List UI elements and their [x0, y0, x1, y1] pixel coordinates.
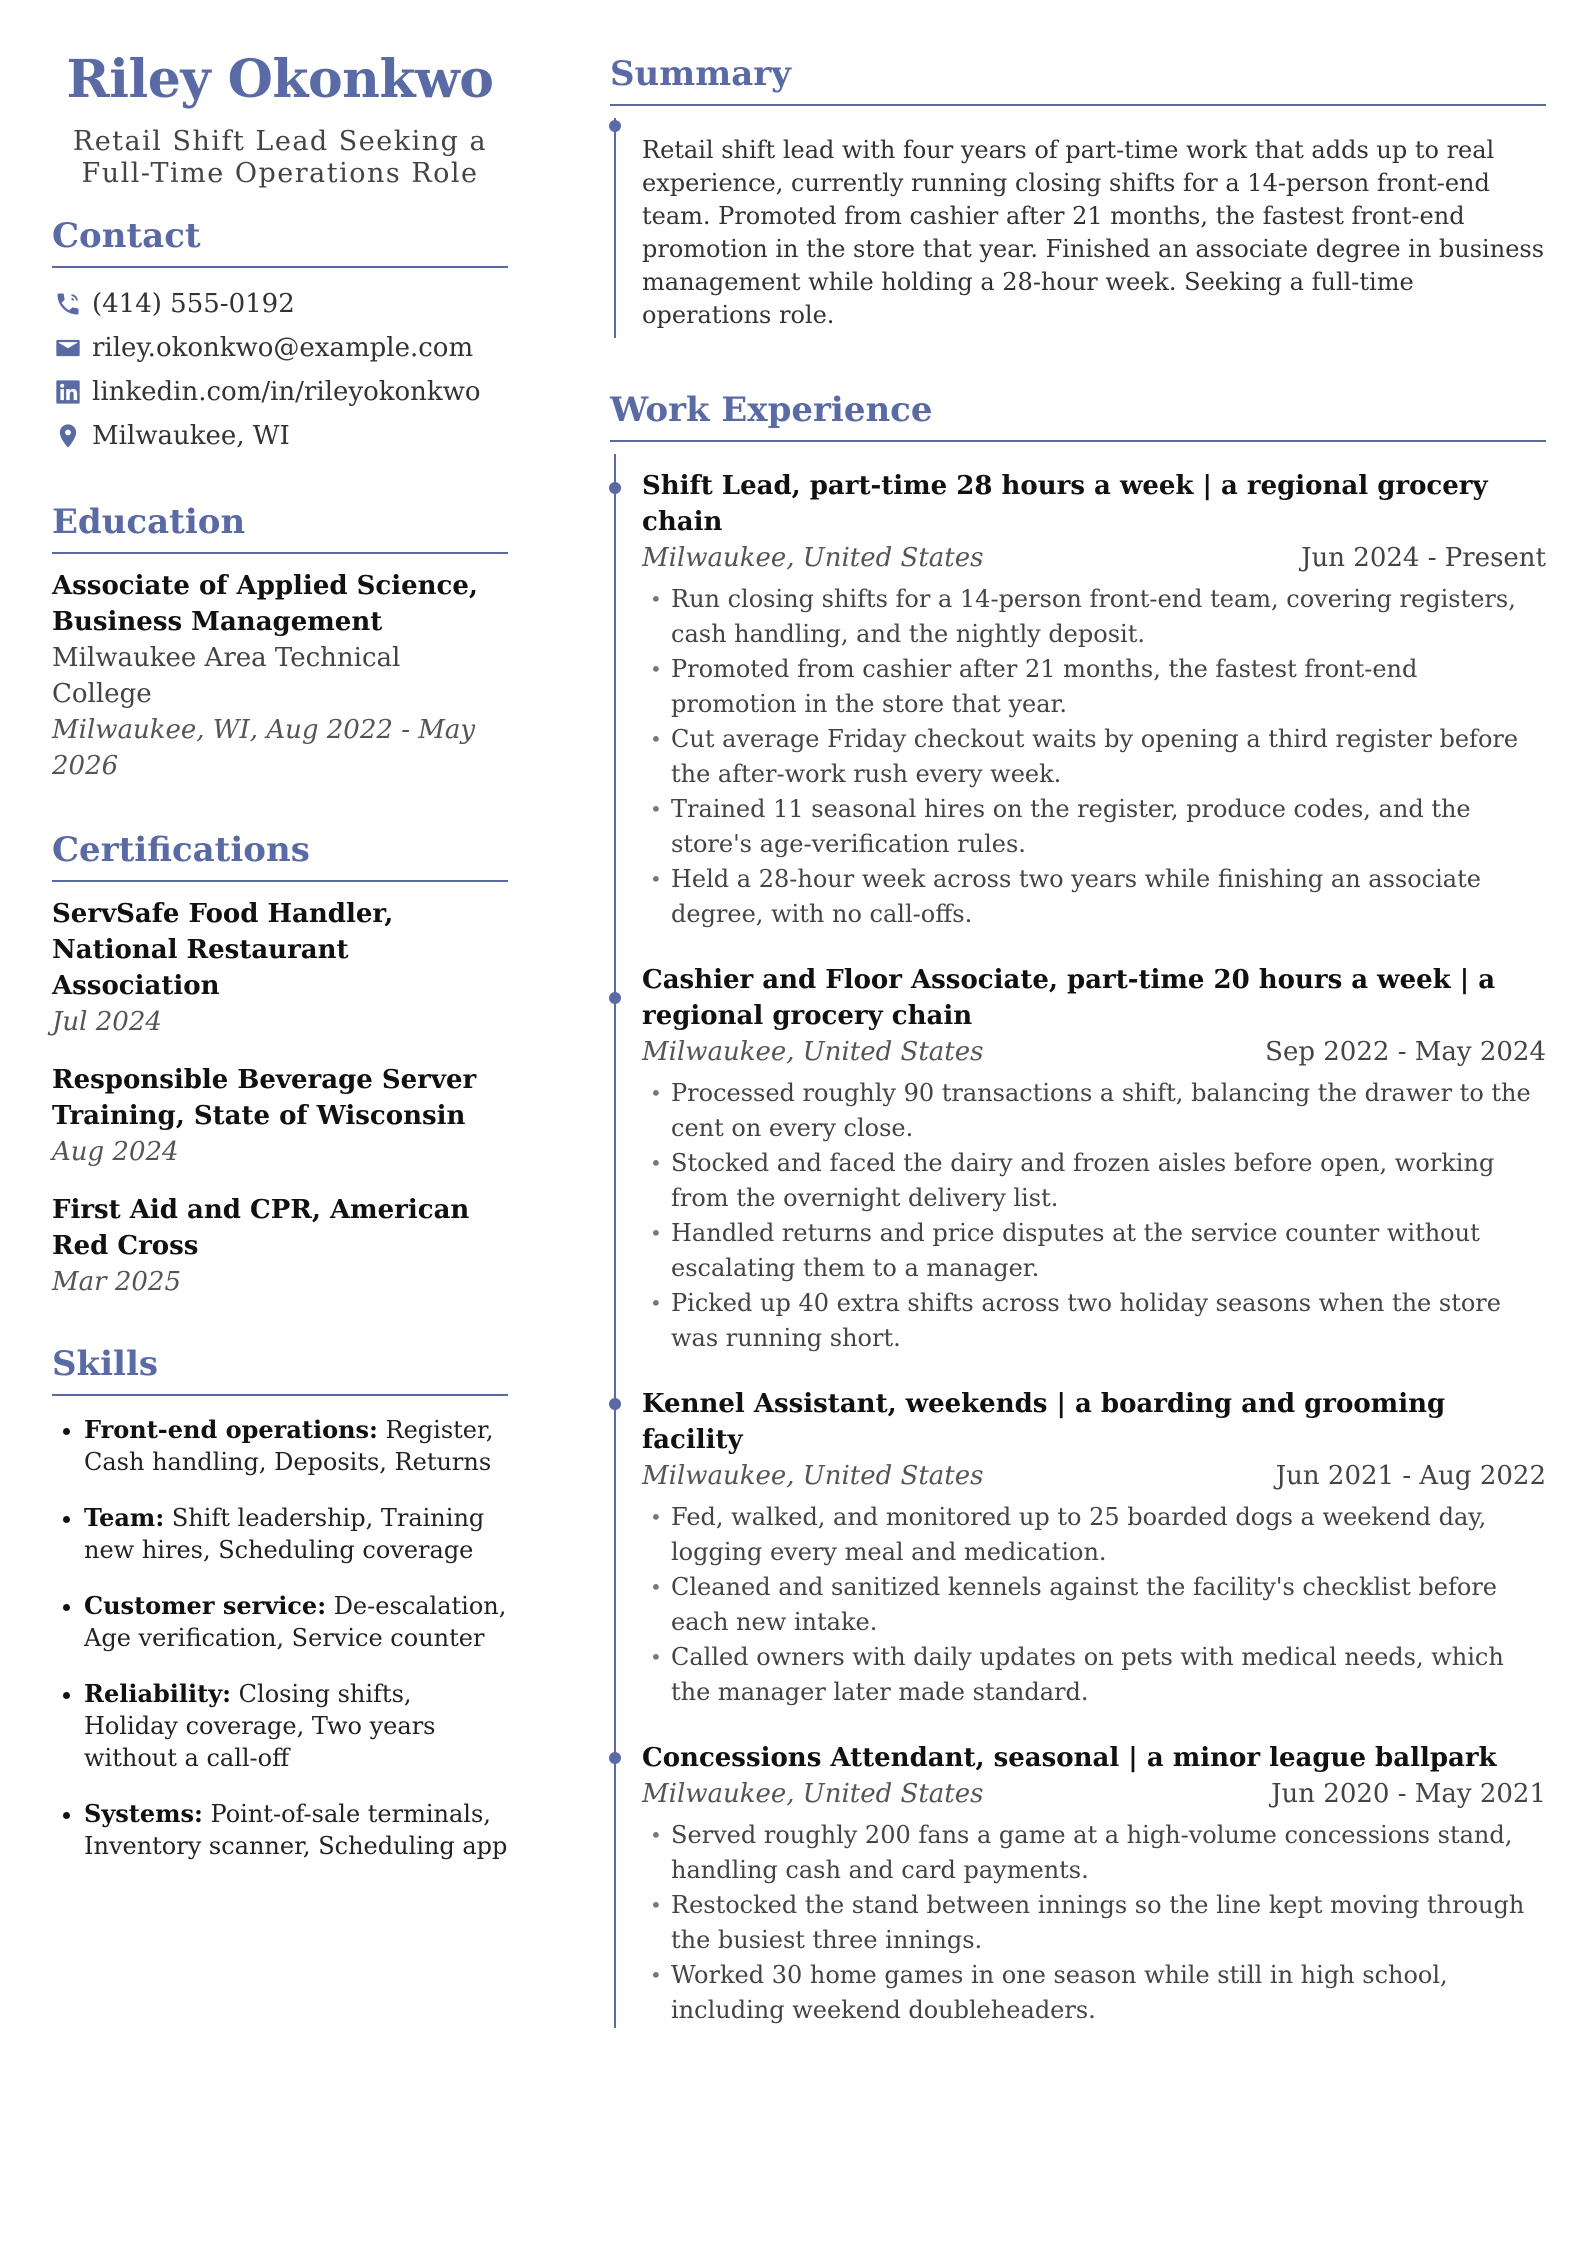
job-meta — [642, 540, 1546, 576]
certification-item — [52, 896, 508, 1040]
contact-phone-text: (414) 555-0192 — [92, 289, 295, 319]
skill-text: Shift leadership, Training new hires, Scheduling coverage — [84, 1504, 485, 1564]
contact-email-text: riley.okonkwo@example.com — [92, 333, 474, 363]
education-school: Milwaukee Area Technical College — [52, 643, 401, 709]
email-icon — [52, 332, 84, 364]
timeline-line — [614, 118, 616, 338]
job-entry — [642, 468, 1546, 932]
experience-heading: Work Experience — [610, 390, 933, 430]
job-bullet: • Fed, walked, and monitored up to 25 boarded dogs a weekend day, logging every meal and medication. — [642, 1500, 1546, 1570]
skill-label: Front-end operations: — [84, 1415, 378, 1444]
job-bullet: • Trained 11 seasonal hires on the register, produce codes, and the store's age-verification rules. — [642, 792, 1546, 862]
job-title: Kennel Assistant, weekends | a boarding and grooming facility — [642, 1389, 1446, 1455]
skill-text: Point-of-sale terminals, Inventory scanner, Scheduling app — [84, 1800, 508, 1860]
contact-linkedin-text: linkedin.com/in/rileyokonkwo — [92, 377, 481, 407]
job-title: Concessions Attendant, seasonal | a minor league ballpark — [642, 1743, 1497, 1773]
timeline-line — [614, 454, 616, 2028]
job-bullet: • Served roughly 200 fans a game at a high-volume concessions stand, handling cash and card payments. — [642, 1818, 1546, 1888]
summary-text: Retail shift lead with four years of part-time work that adds up to real experience, currently running closing shifts for a 14-person front-end team. Promoted from cashier after 21 months, the fastest front-end promotion in the store that year. Finished an associate degree in business management while holding a 28-hour week. Seeking a full-time operations role. — [642, 136, 1545, 329]
phone-icon — [52, 288, 84, 320]
skill-item — [84, 1798, 508, 1862]
job-meta — [642, 1458, 1546, 1494]
experience-section — [610, 388, 1546, 2028]
job-bullet: • Run closing shifts for a 14-person front-end team, covering registers, cash handling, and the nightly deposit. — [642, 582, 1546, 652]
contact-phone[interactable] — [52, 282, 508, 326]
skill-item — [84, 1590, 508, 1654]
job-bullet: • Restocked the stand between innings so the line kept moving through the busiest three innings. — [642, 1888, 1546, 1958]
skill-item — [84, 1414, 508, 1478]
skill-text: Closing shifts, Holiday coverage, Two years without a call-off — [84, 1680, 436, 1772]
skills-section — [52, 1342, 508, 1862]
skill-item — [84, 1678, 508, 1774]
job-bullet: • Worked 30 home games in one season while still in high school, including weekend doubleheaders. — [642, 1958, 1546, 2028]
tagline-line-1: Retail Shift Lead Seeking a — [72, 126, 488, 157]
certifications-section — [52, 828, 508, 1300]
certifications-heading: Certifications — [52, 830, 310, 870]
certification-date: Jul 2024 — [52, 1007, 162, 1037]
certification-item — [52, 1192, 508, 1300]
job-meta — [642, 1034, 1546, 1070]
experience-timeline — [610, 454, 1546, 2028]
summary-divider — [610, 104, 1546, 106]
skill-item — [84, 1502, 508, 1566]
job-title: Shift Lead, part-time 28 hours a week | a regional grocery chain — [642, 471, 1488, 537]
job-bullet: • Promoted from cashier after 21 months, the fastest front-end promotion in the store that year. — [642, 652, 1546, 722]
job-bullets — [642, 1818, 1546, 2028]
skills-heading: Skills — [52, 1344, 159, 1384]
experience-divider — [610, 440, 1546, 442]
timeline-dot — [609, 1398, 621, 1410]
contact-heading: Contact — [52, 216, 201, 256]
contact-email[interactable] — [52, 326, 508, 370]
summary-timeline — [610, 118, 1546, 338]
skills-list — [52, 1414, 508, 1862]
job-bullet: • Processed roughly 90 transactions a shift, balancing the drawer to the cent on every close. — [642, 1076, 1546, 1146]
job-title: Cashier and Floor Associate, part-time 20 hours a week | a regional grocery chain — [642, 965, 1496, 1031]
timeline-dot — [609, 482, 621, 494]
certification-date: Mar 2025 — [52, 1267, 181, 1297]
job-bullet: • Held a 28-hour week across two years while finishing an associate degree, with no call-offs. — [642, 862, 1546, 932]
job-entry — [642, 1386, 1546, 1710]
certifications-divider — [52, 880, 508, 882]
certification-date: Aug 2024 — [52, 1137, 179, 1167]
certification-item — [52, 1062, 508, 1170]
job-bullets — [642, 1076, 1546, 1356]
job-entry — [642, 962, 1546, 1356]
timeline-dot — [609, 992, 621, 1004]
timeline-dot — [609, 120, 621, 132]
skill-label: Team: — [84, 1503, 165, 1532]
education-section — [52, 500, 508, 784]
job-dates: Sep 2022 - May 2024 — [1265, 1037, 1546, 1067]
right-column — [610, 52, 1546, 2028]
job-bullet: • Cut average Friday checkout waits by opening a third register before the after-work rush every week. — [642, 722, 1546, 792]
contact-list — [52, 282, 508, 458]
contact-location — [52, 414, 508, 458]
job-dates: Jun 2021 - Aug 2022 — [1275, 1461, 1546, 1491]
skill-text: Register, Cash handling, Deposits, Returns — [84, 1416, 494, 1476]
job-dates: Jun 2020 - May 2021 — [1271, 1779, 1546, 1809]
job-bullet: • Stocked and faced the dairy and frozen aisles before open, working from the overnight delivery list. — [642, 1146, 1546, 1216]
contact-location-text: Milwaukee, WI — [92, 421, 290, 451]
skill-label: Systems: — [84, 1799, 203, 1828]
job-location: Milwaukee, United States — [642, 543, 984, 573]
job-entry — [642, 1740, 1546, 2028]
certification-name: ServSafe Food Handler, National Restaurant Association — [52, 899, 394, 1001]
contact-divider — [52, 266, 508, 268]
education-degree: Associate of Applied Science, Business Management — [52, 571, 478, 637]
job-bullet: • Handled returns and price disputes at the service counter without escalating them to a manager. — [642, 1216, 1546, 1286]
job-bullet: • Cleaned and sanitized kennels against the facility's checklist before each new intake. — [642, 1570, 1546, 1640]
job-bullet: • Called owners with daily updates on pets with medical needs, which the manager later made standard. — [642, 1640, 1546, 1710]
job-location: Milwaukee, United States — [642, 1779, 984, 1809]
timeline-dot — [609, 1752, 621, 1764]
skill-text: De-escalation, Age verification, Service counter — [84, 1592, 507, 1652]
job-bullets — [642, 1500, 1546, 1710]
skills-divider — [52, 1394, 508, 1396]
tagline-line-2: Full-Time Operations Role — [81, 158, 479, 189]
job-bullets — [642, 582, 1546, 932]
linkedin-icon — [52, 376, 84, 408]
summary-heading: Summary — [610, 54, 791, 94]
skill-label: Customer service: — [84, 1591, 327, 1620]
skill-label: Reliability: — [84, 1679, 232, 1708]
education-details: Milwaukee, WI, Aug 2022 - May 2026 — [52, 715, 476, 781]
contact-linkedin[interactable] — [52, 370, 508, 414]
tagline — [52, 126, 508, 190]
candidate-name: Riley Okonkwo — [66, 49, 494, 110]
certification-name: Responsible Beverage Server Training, State of Wisconsin — [52, 1065, 477, 1131]
education-divider — [52, 552, 508, 554]
certification-name: First Aid and CPR, American Red Cross — [52, 1195, 470, 1261]
job-dates: Jun 2024 - Present — [1301, 543, 1546, 573]
location-icon — [52, 420, 84, 452]
summary-section — [610, 52, 1546, 338]
left-column — [52, 44, 508, 1886]
job-bullet: • Picked up 40 extra shifts across two holiday seasons when the store was running short. — [642, 1286, 1546, 1356]
job-meta — [642, 1776, 1546, 1812]
job-location: Milwaukee, United States — [642, 1461, 984, 1491]
job-location: Milwaukee, United States — [642, 1037, 984, 1067]
education-heading: Education — [52, 502, 246, 542]
contact-section — [52, 214, 508, 458]
